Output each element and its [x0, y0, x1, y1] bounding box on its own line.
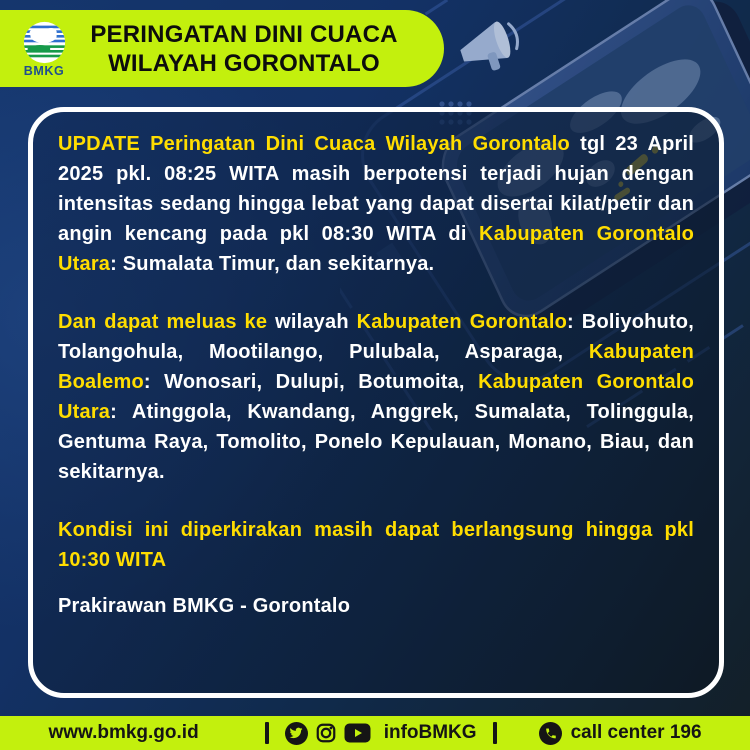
- instagram-icon: [315, 722, 337, 744]
- poster-title-line2: WILAYAH GORONTALO: [108, 49, 380, 77]
- text-segment: Dan dapat meluas ke: [58, 311, 276, 333]
- social-handle: infoBMKG: [383, 722, 477, 743]
- forecaster-signature: [58, 591, 694, 621]
- text-segment: : Atinggola, Kwandang, Anggrek, Sumalata, Tolinggula, Gentuma Raya, Tomolito, Ponelo Kepulauan, Monano, Biau, dan sekitarnya.: [58, 401, 694, 483]
- call-center-label: call center 196: [570, 722, 702, 743]
- twitter-icon: [285, 722, 308, 745]
- warning-paragraph-expansion: [58, 307, 694, 487]
- warning-paragraph-duration: [58, 515, 694, 575]
- bmkg-logo-label: BMKG: [23, 63, 65, 78]
- text-segment: Kabupaten Boalemo: [58, 341, 694, 393]
- header-banner: [0, 10, 444, 87]
- poster-title: [84, 20, 444, 78]
- text-segment: : Sumalata Timur, dan sekitarnya.: [110, 253, 435, 275]
- text-segment: Prakirawan BMKG - Gorontalo: [58, 595, 351, 617]
- poster-title-line1: PERINGATAN DINI CUACA: [90, 20, 398, 48]
- warning-paragraph-update: [58, 129, 694, 279]
- text-segment: Kabupaten Gorontalo Utara: [58, 223, 694, 275]
- text-segment: : Boliyohuto, Tolangohula, Mootilango, Pulubala, Asparaga,: [58, 311, 694, 363]
- youtube-icon: [344, 723, 371, 743]
- text-segment: Kabupaten Gorontalo Utara: [58, 371, 694, 423]
- bmkg-logo-icon: [22, 20, 67, 65]
- separator-bar: [265, 722, 269, 744]
- text-segment: wilayah: [275, 311, 357, 333]
- bmkg-logo: [0, 20, 84, 78]
- footer-bar: [0, 716, 750, 750]
- warning-content-box: [28, 107, 724, 698]
- text-segment: Kondisi ini diperkirakan masih dapat berlangsung hingga pkl 10:30 WITA: [58, 519, 694, 571]
- text-segment: UPDATE Peringatan Dini Cuaca Wilayah Gorontalo: [58, 133, 581, 155]
- text-segment: tgl 23 April 2025 pkl. 08:25 WITA masih berpotensi terjadi hujan dengan intensitas sedang hingga lebat yang dapat disertai kilat/petir dan angin kencang pada pkl 08:30 WITA di: [58, 133, 694, 245]
- website-url: www.bmkg.go.id: [48, 722, 199, 743]
- social-media-group: [285, 722, 477, 745]
- text-segment: Kabupaten Gorontalo: [356, 311, 568, 333]
- separator-bar: [493, 722, 497, 744]
- text-segment: : Wonosari, Dulupi, Botumoita,: [143, 371, 479, 393]
- call-center-group: [539, 722, 702, 745]
- megaphone-graphic: [455, 17, 524, 79]
- phone-icon: [539, 722, 562, 745]
